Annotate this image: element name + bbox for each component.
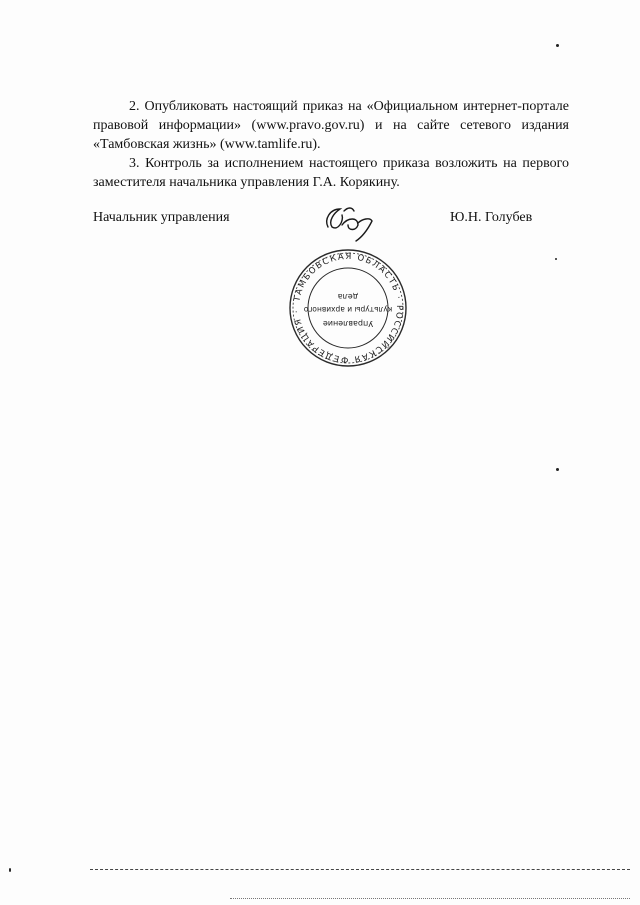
svg-text:дела: дела — [337, 292, 359, 301]
paragraph-number: 3. — [129, 156, 140, 171]
scan-speck — [9, 868, 11, 872]
paragraph-number: 2. — [129, 99, 140, 114]
official-seal — [287, 247, 409, 369]
scan-speck — [556, 468, 559, 471]
svg-text:ТАМБОВСКАЯ ОБЛАСТЬ · РОССИЙСКА: ТАМБОВСКАЯ ОБЛАСТЬ · РОССИЙСКАЯ ФЕДЕРАЦИЯ · — [291, 251, 405, 365]
paragraph-text: Опубликовать настоящий приказ на «Официальном интернет-портале правовой информации» (www.pravo.gov.ru) и на сайте сетевого издания «Тамбовская жизнь» (www.tamlife.ru). — [93, 99, 570, 152]
svg-text:культуры и архивного: культуры и архивного — [303, 305, 393, 314]
scan-edge-line — [90, 869, 630, 871]
scan-edge-line — [230, 898, 630, 900]
paragraph-2 — [93, 97, 569, 154]
paragraph-3 — [93, 154, 569, 192]
paragraph-text: Контроль за исполнением настоящего приказа возложить на первого заместителя начальника управления Г.А. Корякину. — [93, 156, 570, 190]
scan-speck — [556, 44, 559, 47]
scan-speck — [555, 258, 557, 260]
svg-text:Управление: Управление — [322, 319, 374, 328]
document-body — [93, 97, 569, 192]
signer-role: Начальник управления — [93, 210, 230, 225]
signer-name: Ю.Н. Голубев — [450, 210, 533, 225]
handwritten-signature — [318, 203, 378, 243]
